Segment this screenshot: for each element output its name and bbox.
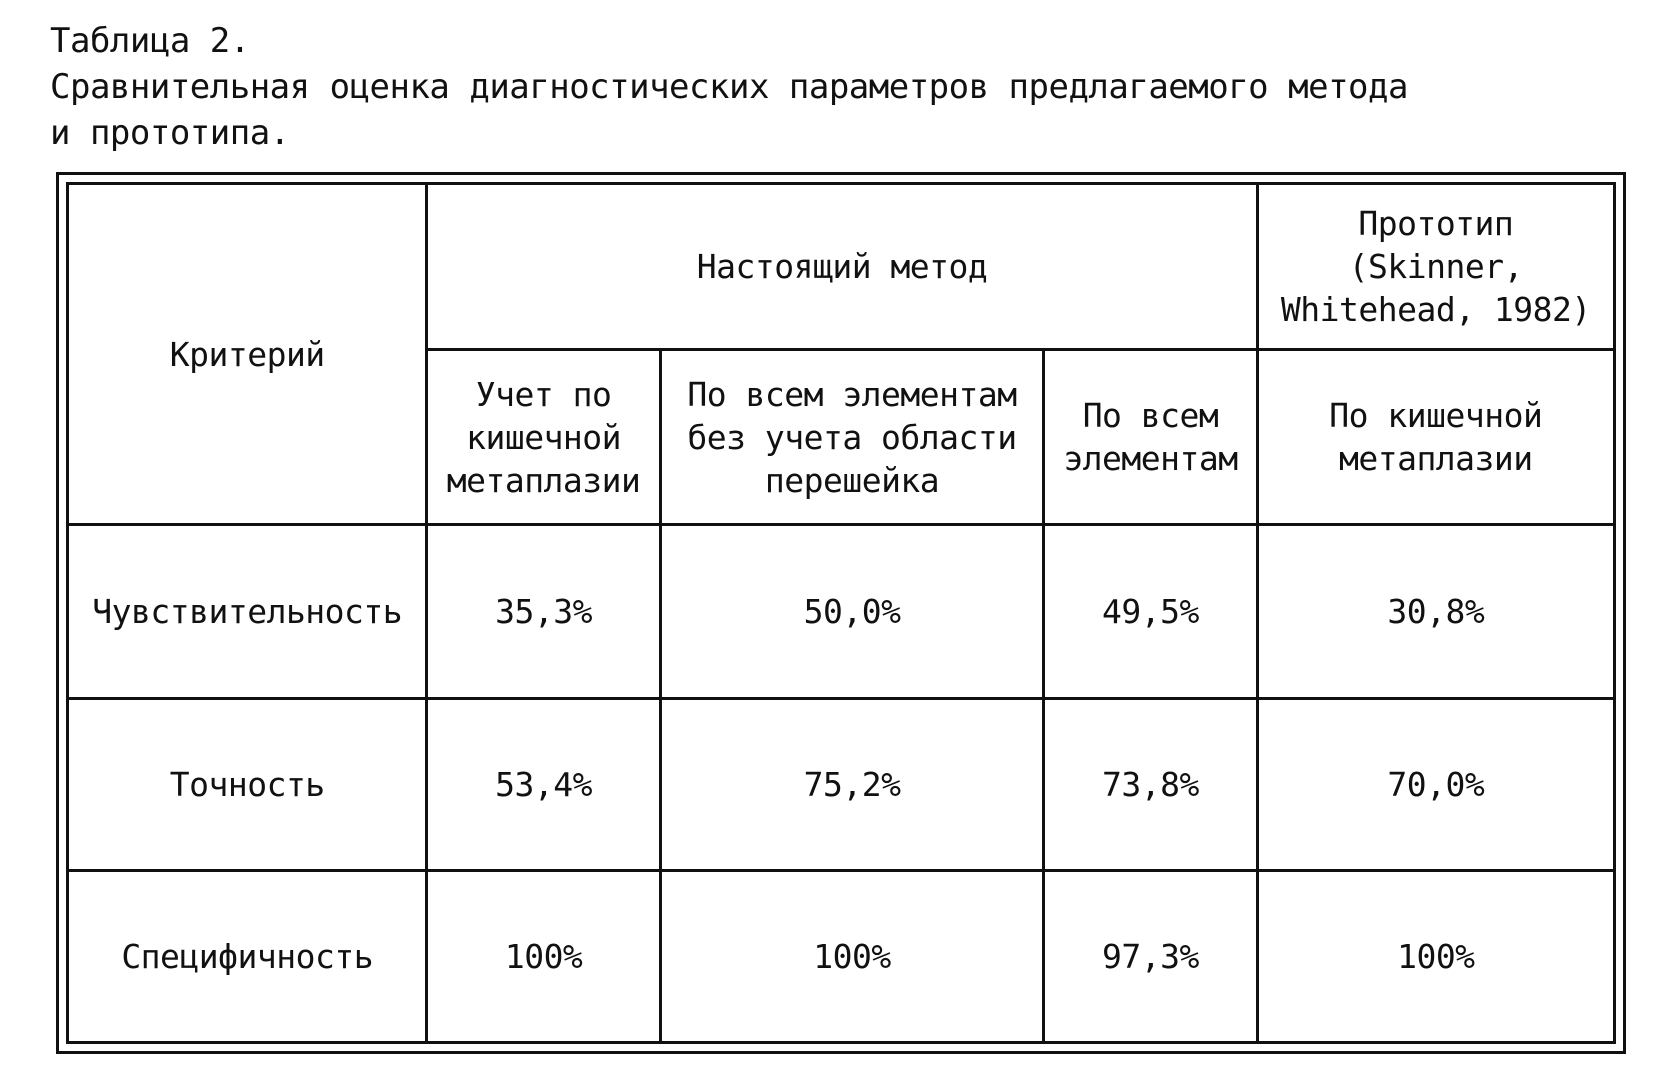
value-cell: 50,0%	[660, 525, 1044, 699]
table-row	[68, 699, 1615, 871]
value-cell: 100%	[427, 871, 660, 1043]
value-cell: 49,5%	[1044, 525, 1257, 699]
subheader-all-elements-no-isthmus: По всем элементам без учета области перешейка	[660, 350, 1044, 525]
subheader-all-elements: По всем элементам	[1044, 350, 1257, 525]
value-cell: 53,4%	[427, 699, 660, 871]
value-cell: 97,3%	[1044, 871, 1257, 1043]
criterion-cell: Точность	[68, 699, 427, 871]
criterion-cell: Специфичность	[68, 871, 427, 1043]
comparison-table	[66, 182, 1616, 1044]
method-header: Настоящий метод	[427, 184, 1257, 350]
table-row	[68, 871, 1615, 1043]
value-cell: 100%	[1257, 871, 1614, 1043]
table-caption	[50, 18, 1610, 156]
value-cell: 100%	[660, 871, 1044, 1043]
table-row	[68, 525, 1615, 699]
prototype-header: Прототип (Skinner, Whitehead, 1982)	[1257, 184, 1614, 350]
subheader-intestinal-metaplasia: Учет по кишечной метаплазии	[427, 350, 660, 525]
criterion-cell: Чувствительность	[68, 525, 427, 699]
value-cell: 70,0%	[1257, 699, 1614, 871]
value-cell: 30,8%	[1257, 525, 1614, 699]
value-cell: 75,2%	[660, 699, 1044, 871]
comparison-table-frame	[56, 172, 1626, 1054]
table-title-line2: и прототипа.	[50, 113, 290, 153]
value-cell: 35,3%	[427, 525, 660, 699]
value-cell: 73,8%	[1044, 699, 1257, 871]
subheader-prototype-metaplasia: По кишечной метаплазии	[1257, 350, 1614, 525]
header-row-1	[68, 184, 1615, 350]
table-title-line1: Сравнительная оценка диагностических параметров предлагаемого метода	[50, 67, 1408, 107]
table-number: Таблица 2.	[50, 21, 250, 61]
criterion-header: Критерий	[68, 184, 427, 525]
